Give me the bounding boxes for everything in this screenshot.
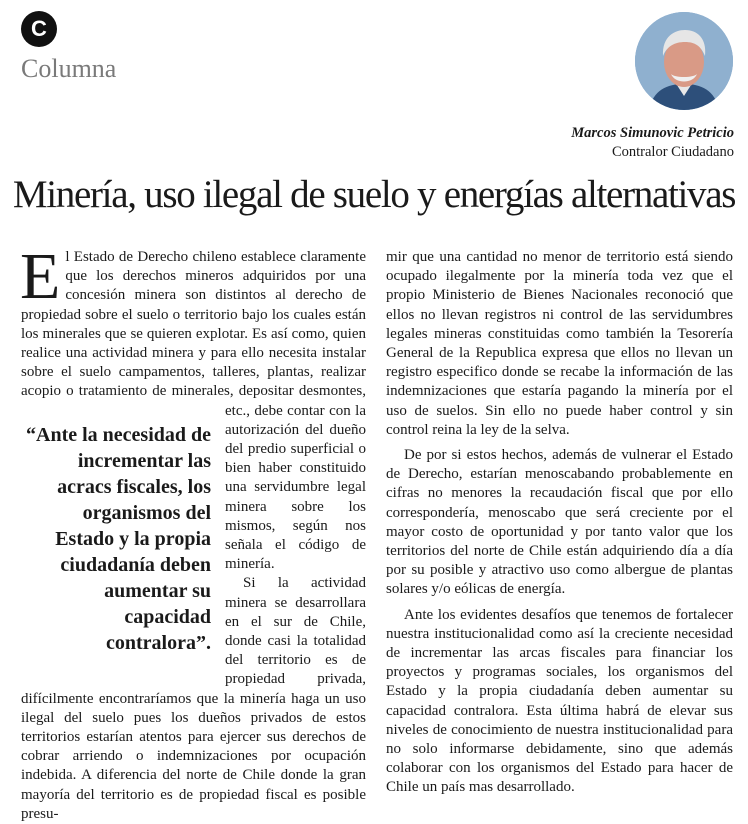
headline: Minería, uso ilegal de suelo y energías alternativas <box>12 173 736 216</box>
paragraph-2: Si la actividad minera se desarrollara en el sur de Chile, donde casi la totalidad del territorio es de propiedad privada, difícilmente encontraríamos que la minería haga un uso ilegal del suelo pues los dueños privados de estos territorios estarían atentos para ejercer sus derechos de cobrar arriendo o indemnizaciones por ocupación indebida. A diferencia del norte de Chile donde la gran mayoría del territorio es de propiedad fiscal es posible presu- <box>21 575 366 822</box>
paragraph-4: De por si estos hechos, además de vulnerar el Estado de Derecho, estarían menoscabando probablemente en cifras no menores la recaudación fiscal que por ello correspondería, menoscabo que será creciente por el mayor costo de oportunidad y por tanto valor que los territorios del norte de Chile están adquiriendo día a día por su posible y atractivo uso como albergue de plantas solares y/o eólicas de energía. <box>386 447 733 598</box>
paragraph-1 <box>20 240 366 654</box>
drop-cap: E <box>20 240 61 313</box>
article-column-2 <box>386 248 733 798</box>
article-column-1 <box>20 240 366 824</box>
column-badge: C <box>21 11 57 47</box>
author-name: Marcos Simunovic Petricio <box>571 125 734 141</box>
paragraph-1-text: l Estado de Derecho chileno establece claramente que los derechos mineros adquiridos por una concesión minera son distintos al derecho de propiedad sobre el suelo o territorio bajo los cuales están los minerales que se quieren explotar. Es así como, quien realice una actividad minera y para ello necesita instalar sobre el suelo campamentos, talleres, plantas, realizar acopio o tratamiento de <box>21 249 366 400</box>
author-role: Contralor Ciudadano <box>611 144 734 160</box>
author-portrait-icon <box>635 12 733 110</box>
author-byline <box>571 124 734 162</box>
paragraph-1-continued: minerales, depositar desmontes, etc., debe contar con la autorización del dueño del predio superficial o bien haber constituido una servidumbre legal minera sobre los mismos, según nos señala el código de minería. <box>171 383 366 573</box>
author-photo <box>635 12 733 110</box>
pull-quote: “Ante la necesidad de incrementar las acracs fiscales, los organismos del Estado y la propia ciudadanía deben aumentar su capacidad contralora”. <box>26 423 211 654</box>
section-label: Columna <box>21 54 117 83</box>
paragraph-5: Ante los evidentes desafíos que tenemos de fortalecer nuestra institucionalidad como así la creciente necesidad de incrementar las arcas fiscales para financiar los proyectos y programas sociales, los organismos del Estado y la propia ciudadanía deben aumentar su capacidad contralora. Esta última habrá de elevar sus niveles de conocimiento de nuestra institucionalidad para no solo informarse debidamente, sino que además colaborar con los organismos del Estado para hacer de Chile un país mas desarrollado. <box>386 606 733 796</box>
paragraph-3: mir que una cantidad no menor de territorio está siendo ocupado ilegalmente por la minería toda vez que el propio Ministerio de Bienes Nacionales reconoció que ellos no llevan registros ni control de las servidumbres legales mineras constituidas como también la Tesorería General de la Republica expresa que ellos no llevan un registro especifico donde se recabe la información de las indemnizaciones que estaría pagando la minería por el uso de suelos. Sin ello no puede haber control y sin control reina la ley de la selva. <box>386 249 733 438</box>
